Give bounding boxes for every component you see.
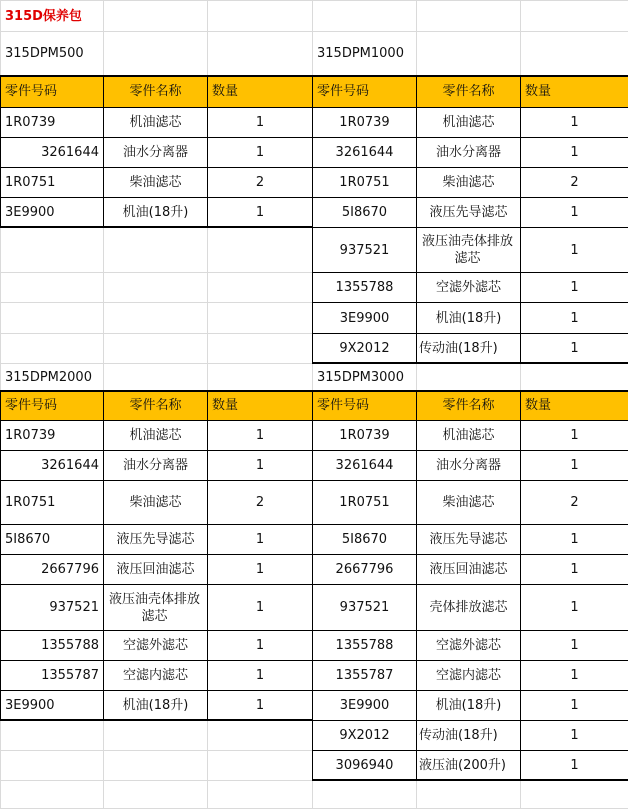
quantity-cell-text: 2 bbox=[570, 175, 579, 190]
table-border bbox=[0, 226, 313, 228]
package-name-text: 315DPM1000 bbox=[317, 46, 404, 61]
part-number-cell-text: 3E9900 bbox=[339, 698, 390, 713]
part-name-cell-text: 油水分离器 bbox=[435, 458, 501, 473]
table-border bbox=[0, 480, 312, 481]
part-name-cell[interactable] bbox=[417, 661, 520, 690]
header-qty-text: 数量 bbox=[525, 84, 552, 99]
part-name-cell[interactable] bbox=[104, 421, 207, 450]
table-border bbox=[0, 390, 313, 392]
quantity-cell[interactable] bbox=[208, 198, 312, 227]
quantity-cell[interactable] bbox=[521, 691, 628, 720]
part-number-cell-text: 3261644 bbox=[335, 458, 394, 473]
sheet-title[interactable] bbox=[1, 1, 207, 31]
quantity-cell-text: 1 bbox=[255, 115, 265, 130]
table-border bbox=[312, 75, 313, 363]
table-border bbox=[312, 390, 628, 392]
quantity-cell-text: 1 bbox=[255, 532, 265, 547]
part-name-cell-text: 机油滤芯 bbox=[129, 428, 182, 443]
quantity-cell-text: 2 bbox=[255, 175, 265, 190]
part-name-cell-text: 机油滤芯 bbox=[129, 115, 182, 130]
header-qty[interactable] bbox=[208, 76, 312, 107]
table-border bbox=[416, 390, 417, 780]
part-number-cell[interactable] bbox=[313, 198, 416, 227]
quantity-cell[interactable] bbox=[521, 303, 628, 333]
header-qty-text: 数量 bbox=[212, 398, 239, 413]
quantity-cell-text: 1 bbox=[570, 668, 579, 683]
table-border bbox=[103, 75, 104, 227]
quantity-cell-text: 1 bbox=[570, 600, 579, 615]
part-number-cell-text: 9X2012 bbox=[339, 341, 390, 356]
quantity-cell[interactable] bbox=[521, 751, 628, 780]
part-name-cell-text: 机油(18升) bbox=[122, 698, 189, 713]
quantity-cell[interactable] bbox=[521, 721, 628, 750]
table-border bbox=[0, 197, 312, 198]
quantity-cell-text: 1 bbox=[255, 458, 265, 473]
quantity-cell[interactable] bbox=[208, 691, 312, 720]
quantity-cell-text: 1 bbox=[255, 145, 265, 160]
part-name-cell-text: 柴油滤芯 bbox=[129, 495, 182, 510]
table-border bbox=[312, 137, 628, 138]
quantity-cell[interactable] bbox=[521, 451, 628, 480]
part-number-cell[interactable] bbox=[1, 198, 103, 227]
quantity-cell-text: 1 bbox=[255, 638, 265, 653]
part-number-cell[interactable] bbox=[313, 661, 416, 690]
table-border bbox=[312, 272, 628, 273]
table-border bbox=[0, 390, 1, 720]
quantity-cell[interactable] bbox=[208, 555, 312, 584]
part-name-cell[interactable] bbox=[417, 138, 520, 167]
part-number-cell-text: 9X2012 bbox=[339, 728, 390, 743]
part-number-cell-text: 5I8670 bbox=[341, 205, 388, 220]
part-name-cell[interactable] bbox=[417, 451, 520, 480]
part-name-cell[interactable] bbox=[104, 198, 207, 227]
quantity-cell-text: 1 bbox=[570, 145, 579, 160]
part-number-cell-text: 3096940 bbox=[335, 758, 394, 773]
table-border bbox=[312, 420, 628, 421]
part-name-cell-text: 柴油滤芯 bbox=[129, 175, 182, 190]
part-number-cell[interactable] bbox=[1, 421, 103, 450]
header-part-no[interactable] bbox=[1, 391, 103, 420]
quantity-cell[interactable] bbox=[208, 421, 312, 450]
part-name-cell-text: 柴油滤芯 bbox=[442, 175, 495, 190]
quantity-cell[interactable] bbox=[208, 168, 312, 197]
table-border bbox=[207, 390, 208, 720]
quantity-cell[interactable] bbox=[521, 481, 628, 524]
part-number-cell[interactable] bbox=[313, 421, 416, 450]
part-name-cell[interactable] bbox=[104, 138, 207, 167]
part-name-cell[interactable] bbox=[104, 481, 207, 524]
part-name-cell[interactable] bbox=[104, 585, 207, 630]
header-part-no-text: 零件号码 bbox=[317, 84, 370, 99]
part-number-cell-text: 1355788 bbox=[335, 280, 394, 295]
table-border bbox=[0, 167, 312, 168]
package-name-text: 315DPM2000 bbox=[5, 369, 92, 385]
table-border bbox=[312, 750, 628, 751]
sheet-title-text: 315D保养包 bbox=[5, 8, 82, 24]
table-border bbox=[0, 690, 312, 691]
quantity-cell[interactable] bbox=[521, 138, 628, 167]
part-number-cell[interactable] bbox=[313, 334, 416, 363]
header-part-no-text: 零件号码 bbox=[317, 398, 370, 413]
part-name-cell[interactable] bbox=[104, 631, 207, 660]
quantity-cell[interactable] bbox=[521, 421, 628, 450]
quantity-cell-text: 1 bbox=[570, 698, 579, 713]
part-name-cell[interactable] bbox=[417, 334, 520, 363]
package-name[interactable] bbox=[1, 32, 207, 75]
part-name-cell-text: 油水分离器 bbox=[435, 145, 501, 160]
part-number-cell[interactable] bbox=[313, 451, 416, 480]
quantity-cell[interactable] bbox=[521, 198, 628, 227]
table-border bbox=[312, 107, 628, 108]
part-number-cell-text: 3E9900 bbox=[339, 310, 390, 326]
part-name-cell-text: 柴油滤芯 bbox=[442, 495, 495, 510]
quantity-cell[interactable] bbox=[521, 228, 628, 272]
table-border bbox=[312, 524, 628, 525]
header-qty[interactable] bbox=[521, 391, 628, 420]
header-part-name[interactable] bbox=[417, 76, 520, 107]
part-number-cell[interactable] bbox=[313, 108, 416, 137]
part-number-cell-text: 1R0739 bbox=[339, 428, 390, 443]
part-name-cell[interactable] bbox=[417, 721, 520, 750]
table-border bbox=[207, 75, 208, 227]
part-name-cell-text: 液压先导滤芯 bbox=[429, 205, 508, 220]
quantity-cell[interactable] bbox=[521, 108, 628, 137]
part-name-cell-text: 液压油(200升) bbox=[419, 758, 506, 773]
part-number-cell-text: 3261644 bbox=[41, 145, 99, 160]
table-border bbox=[312, 302, 628, 303]
part-name-cell[interactable] bbox=[104, 555, 207, 584]
quantity-cell-text: 1 bbox=[255, 205, 265, 220]
table-border bbox=[0, 75, 313, 77]
part-number-cell-text: 1R0739 bbox=[5, 428, 56, 443]
part-number-cell[interactable] bbox=[1, 631, 103, 660]
part-name-cell[interactable] bbox=[417, 168, 520, 197]
part-name-cell[interactable] bbox=[417, 481, 520, 524]
part-number-cell[interactable] bbox=[1, 168, 103, 197]
quantity-cell-text: 1 bbox=[570, 728, 579, 743]
part-number-cell-text: 1355787 bbox=[41, 668, 99, 683]
table-border bbox=[312, 75, 628, 77]
header-part-no[interactable] bbox=[313, 391, 416, 420]
header-part-no[interactable] bbox=[1, 76, 103, 107]
part-name-cell-text: 液压先导滤芯 bbox=[429, 532, 508, 547]
part-number-cell[interactable] bbox=[313, 631, 416, 660]
header-part-name-text: 零件名称 bbox=[442, 84, 495, 99]
table-border bbox=[0, 75, 1, 227]
quantity-cell-text: 1 bbox=[255, 600, 265, 615]
header-part-name-text: 零件名称 bbox=[129, 84, 182, 99]
part-name-cell[interactable] bbox=[417, 273, 520, 302]
table-border bbox=[312, 584, 628, 585]
table-border bbox=[312, 720, 628, 721]
part-name-cell-text: 传动油(18升) bbox=[419, 728, 498, 743]
part-name-cell[interactable] bbox=[417, 555, 520, 584]
part-number-cell-text: 1R0751 bbox=[5, 495, 56, 510]
quantity-cell[interactable] bbox=[208, 138, 312, 167]
part-number-cell-text: 937521 bbox=[49, 600, 99, 615]
quantity-cell[interactable] bbox=[521, 273, 628, 302]
part-number-cell[interactable] bbox=[313, 168, 416, 197]
part-name-cell[interactable] bbox=[417, 585, 520, 630]
quantity-cell-text: 2 bbox=[255, 495, 265, 510]
quantity-cell[interactable] bbox=[521, 631, 628, 660]
part-number-cell[interactable] bbox=[313, 481, 416, 524]
package-name[interactable] bbox=[313, 364, 520, 390]
table-border bbox=[416, 75, 417, 363]
part-name-cell[interactable] bbox=[104, 691, 207, 720]
table-border bbox=[0, 630, 312, 631]
quantity-cell[interactable] bbox=[208, 525, 312, 554]
package-name[interactable] bbox=[1, 364, 207, 390]
quantity-cell[interactable] bbox=[521, 661, 628, 690]
quantity-cell-text: 1 bbox=[255, 562, 265, 577]
part-name-cell-text: 液压先导滤芯 bbox=[116, 532, 195, 547]
header-qty[interactable] bbox=[521, 76, 628, 107]
table-border bbox=[0, 660, 312, 661]
quantity-cell-text: 1 bbox=[570, 115, 579, 130]
part-name-cell[interactable] bbox=[417, 751, 520, 780]
part-number-cell-text: 5I8670 bbox=[341, 532, 388, 547]
part-number-cell[interactable] bbox=[313, 751, 416, 780]
package-name-text: 315DPM500 bbox=[5, 46, 84, 61]
part-number-cell[interactable] bbox=[313, 228, 416, 272]
quantity-cell[interactable] bbox=[208, 585, 312, 630]
part-number-cell[interactable] bbox=[1, 108, 103, 137]
part-number-cell-text: 3261644 bbox=[41, 458, 99, 473]
part-name-cell-text: 机油滤芯 bbox=[442, 115, 495, 130]
table-border bbox=[0, 584, 312, 585]
part-name-cell-text: 空滤内滤芯 bbox=[122, 668, 188, 683]
part-name-cell-text: 油水分离器 bbox=[122, 458, 188, 473]
header-part-name-text: 零件名称 bbox=[442, 398, 495, 413]
table-border bbox=[0, 450, 312, 451]
table-border bbox=[312, 197, 628, 198]
part-number-cell[interactable] bbox=[1, 691, 103, 720]
header-part-no-text: 零件号码 bbox=[5, 398, 58, 413]
table-border bbox=[312, 390, 313, 780]
quantity-cell-text: 1 bbox=[570, 562, 579, 577]
table-border bbox=[312, 554, 628, 555]
table-border bbox=[520, 390, 521, 780]
part-number-cell-text: 1355787 bbox=[335, 668, 394, 683]
part-name-cell[interactable] bbox=[104, 451, 207, 480]
table-border bbox=[0, 719, 313, 721]
part-name-cell-text: 液压回油滤芯 bbox=[116, 562, 195, 577]
part-number-cell[interactable] bbox=[1, 138, 103, 167]
part-number-cell[interactable] bbox=[313, 273, 416, 302]
table-border bbox=[312, 779, 628, 781]
part-number-cell[interactable] bbox=[313, 691, 416, 720]
table-border bbox=[312, 480, 628, 481]
table-border bbox=[312, 167, 628, 168]
part-number-cell-text: 1R0751 bbox=[5, 175, 56, 190]
part-number-cell[interactable] bbox=[313, 555, 416, 584]
quantity-cell[interactable] bbox=[208, 631, 312, 660]
table-border bbox=[0, 107, 312, 108]
part-number-cell[interactable] bbox=[1, 451, 103, 480]
quantity-cell[interactable] bbox=[521, 555, 628, 584]
part-number-cell[interactable] bbox=[313, 138, 416, 167]
table-border bbox=[312, 660, 628, 661]
quantity-cell-text: 1 bbox=[570, 758, 579, 773]
part-number-cell-text: 1R0739 bbox=[339, 115, 390, 130]
part-number-cell-text: 2667796 bbox=[335, 562, 394, 577]
part-name-cell-text: 空滤外滤芯 bbox=[122, 638, 188, 653]
part-number-cell-text: 1R0751 bbox=[339, 495, 390, 510]
table-border bbox=[0, 524, 312, 525]
part-number-cell[interactable] bbox=[313, 585, 416, 630]
table-border bbox=[520, 75, 521, 363]
part-name-cell-text: 机油滤芯 bbox=[442, 428, 495, 443]
header-part-no-text: 零件号码 bbox=[5, 84, 58, 99]
quantity-cell[interactable] bbox=[521, 585, 628, 630]
quantity-cell-text: 1 bbox=[570, 205, 579, 220]
part-name-cell-text: 壳体排放滤芯 bbox=[429, 600, 508, 615]
part-name-cell-text: 液压回油滤芯 bbox=[429, 562, 508, 577]
quantity-cell[interactable] bbox=[521, 525, 628, 554]
part-name-cell[interactable] bbox=[417, 691, 520, 720]
part-number-cell-text: 3E9900 bbox=[5, 205, 55, 220]
part-number-cell[interactable] bbox=[313, 525, 416, 554]
header-part-no[interactable] bbox=[313, 76, 416, 107]
quantity-cell[interactable] bbox=[521, 334, 628, 363]
part-number-cell[interactable] bbox=[1, 555, 103, 584]
part-name-cell-text: 油水分离器 bbox=[122, 145, 188, 160]
part-name-cell[interactable] bbox=[417, 303, 520, 333]
quantity-cell-text: 1 bbox=[570, 532, 579, 547]
part-number-cell-text: 937521 bbox=[339, 242, 390, 258]
part-number-cell-text: 1355788 bbox=[41, 638, 99, 653]
part-name-cell-text: 空滤外滤芯 bbox=[435, 638, 501, 653]
part-number-cell-text: 2667796 bbox=[41, 562, 99, 577]
part-name-cell-text: 传动油(18升) bbox=[419, 341, 498, 356]
part-number-cell-text: 3E9900 bbox=[5, 698, 55, 713]
quantity-cell[interactable] bbox=[208, 661, 312, 690]
part-name-cell[interactable] bbox=[417, 421, 520, 450]
quantity-cell-text: 1 bbox=[570, 280, 579, 295]
header-qty[interactable] bbox=[208, 391, 312, 420]
quantity-cell-text: 1 bbox=[570, 242, 579, 258]
quantity-cell-text: 1 bbox=[255, 428, 265, 443]
quantity-cell-text: 1 bbox=[570, 638, 579, 653]
quantity-cell-text: 1 bbox=[570, 341, 579, 356]
table-border bbox=[312, 630, 628, 631]
table-border bbox=[312, 227, 628, 228]
quantity-cell[interactable] bbox=[208, 451, 312, 480]
part-number-cell-text: 1355788 bbox=[335, 638, 394, 653]
header-qty-text: 数量 bbox=[525, 398, 552, 413]
package-name-text: 315DPM3000 bbox=[317, 369, 404, 385]
part-number-cell-text: 1R0751 bbox=[339, 175, 390, 190]
header-part-name[interactable] bbox=[417, 391, 520, 420]
quantity-cell-text: 1 bbox=[255, 668, 265, 683]
part-number-cell[interactable] bbox=[1, 481, 103, 524]
part-name-cell-text: 空滤外滤芯 bbox=[435, 280, 501, 295]
part-number-cell[interactable] bbox=[313, 303, 416, 333]
header-part-name-text: 零件名称 bbox=[129, 398, 182, 413]
quantity-cell-text: 2 bbox=[570, 495, 579, 510]
part-name-cell[interactable] bbox=[104, 108, 207, 137]
part-name-cell-text: 机油(18升) bbox=[435, 698, 502, 713]
quantity-cell[interactable] bbox=[208, 108, 312, 137]
table-border bbox=[0, 420, 312, 421]
part-number-cell-text: 5I8670 bbox=[5, 532, 51, 547]
quantity-cell[interactable] bbox=[208, 481, 312, 524]
part-number-cell-text: 937521 bbox=[339, 600, 390, 615]
part-name-cell[interactable] bbox=[417, 108, 520, 137]
part-name-cell[interactable] bbox=[417, 631, 520, 660]
part-name-cell[interactable] bbox=[417, 525, 520, 554]
part-number-cell[interactable] bbox=[1, 585, 103, 630]
quantity-cell-text: 1 bbox=[570, 428, 579, 443]
part-number-cell-text: 3261644 bbox=[335, 145, 394, 160]
quantity-cell-text: 1 bbox=[255, 698, 265, 713]
quantity-cell-text: 1 bbox=[570, 310, 579, 326]
part-name-cell-text: 液压油壳体排放滤芯 bbox=[421, 234, 513, 266]
part-number-cell[interactable] bbox=[1, 525, 103, 554]
part-number-cell-text: 1R0739 bbox=[5, 115, 56, 130]
quantity-cell-text: 1 bbox=[570, 458, 579, 473]
header-qty-text: 数量 bbox=[212, 84, 239, 99]
table-border bbox=[0, 554, 312, 555]
package-name[interactable] bbox=[313, 32, 520, 75]
table-border bbox=[312, 450, 628, 451]
header-part-name[interactable] bbox=[104, 76, 207, 107]
table-border bbox=[312, 333, 628, 334]
part-name-cell[interactable] bbox=[417, 198, 520, 227]
part-name-cell[interactable] bbox=[104, 661, 207, 690]
part-number-cell[interactable] bbox=[1, 661, 103, 690]
table-border bbox=[103, 390, 104, 720]
part-name-cell-text: 机油(18升) bbox=[435, 310, 502, 326]
quantity-cell[interactable] bbox=[521, 168, 628, 197]
part-name-cell-text: 液压油壳体排放滤芯 bbox=[108, 591, 200, 624]
part-name-cell[interactable] bbox=[417, 228, 520, 272]
part-number-cell[interactable] bbox=[313, 721, 416, 750]
part-name-cell-text: 机油(18升) bbox=[122, 205, 189, 220]
part-name-cell[interactable] bbox=[104, 168, 207, 197]
header-part-name[interactable] bbox=[104, 391, 207, 420]
table-border bbox=[0, 137, 312, 138]
table-border bbox=[312, 690, 628, 691]
part-name-cell[interactable] bbox=[104, 525, 207, 554]
part-name-cell-text: 空滤内滤芯 bbox=[435, 668, 501, 683]
